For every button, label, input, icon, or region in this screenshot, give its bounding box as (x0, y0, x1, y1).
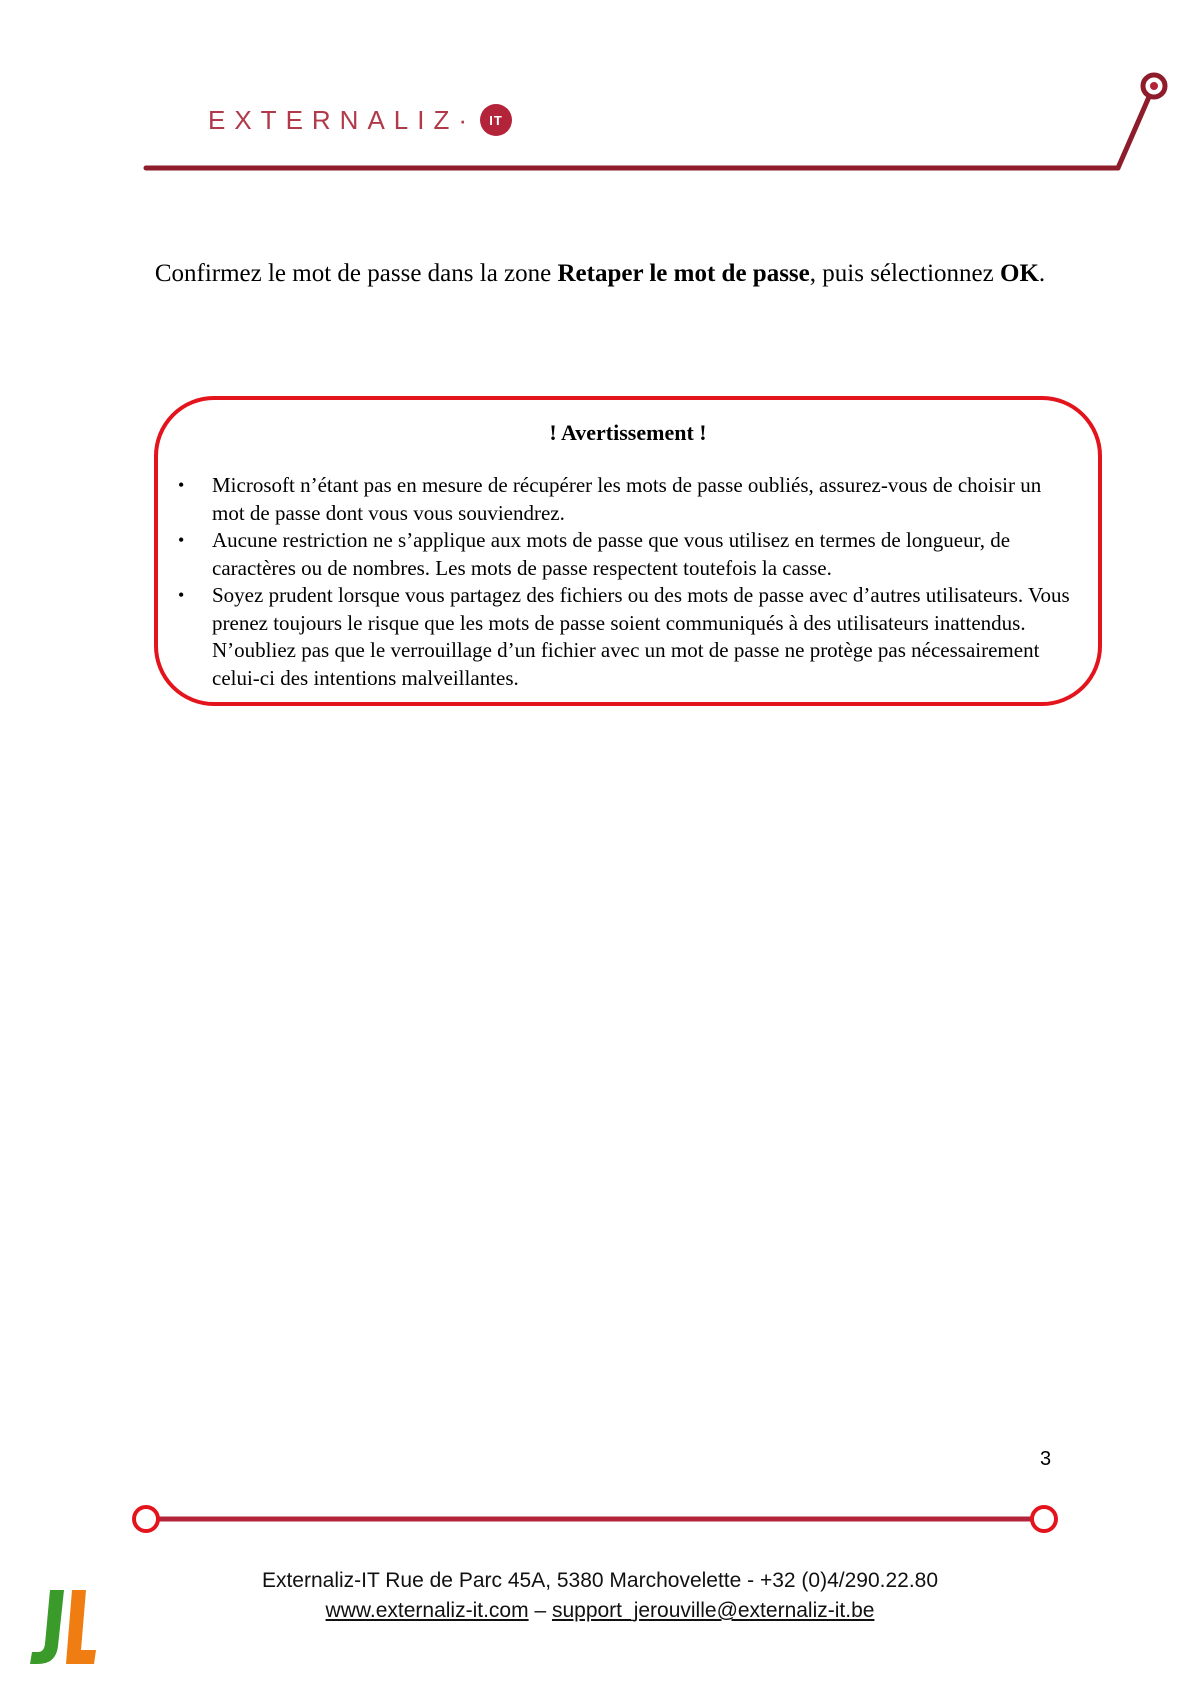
intro-paragraph (150, 258, 1050, 290)
company-logo (208, 100, 512, 140)
intro-text-2: , puis sélectionnez (809, 260, 1000, 287)
email-link[interactable]: support_jerouville@externaliz-it.be (551, 1599, 875, 1622)
header-rule (0, 0, 1190, 200)
bullet-icon: • (178, 475, 185, 495)
list-item (178, 527, 1072, 582)
list-item (178, 582, 1072, 692)
intro-bold-retype: Retaper le mot de passe (557, 260, 810, 287)
intro-text-1: Confirmez le mot de passe dans la zone (154, 260, 558, 287)
intro-bold-ok: OK (1000, 260, 1039, 287)
jl-logo-icon (28, 1588, 98, 1668)
website-link[interactable]: www.externaliz-it.com (325, 1599, 529, 1622)
intro-text-3: . (1038, 260, 1046, 287)
list-item (178, 472, 1072, 527)
logo-badge: IT (480, 104, 512, 136)
footer-separator: – (528, 1599, 552, 1622)
bullet-icon: • (178, 585, 185, 605)
list-item-text: Aucune restriction ne s’applique aux mots de passe que vous utilisez en termes de longueur, de caractères ou de nombres. Les mots de passe respectent toutefois la casse. (212, 528, 1011, 580)
page-number: 3 (1040, 1448, 1052, 1470)
list-item-text: Soyez prudent lorsque vous partagez des fichiers ou des mots de passe avec d’autres utilisateurs. Vous prenez toujours le risque que les mots de passe soient communiqués à des utilisateurs inattendus. N’oubliez pas que le verrouillage d’un fichier avec un mot de passe ne protège pas nécessairement celui-ci des intentions malveillantes. (212, 583, 1070, 690)
list-item-text: Microsoft n’étant pas en mesure de récupérer les mots de passe oubliés, assurez-vous de choisir un mot de passe dont vous vous souviendrez. (212, 473, 1042, 525)
warning-title: ! Avertissement ! (549, 420, 707, 445)
warning-box (154, 396, 1102, 706)
footer-links (200, 1596, 1000, 1626)
warning-list (178, 472, 1072, 692)
footer-address: Externaliz-IT Rue de Parc 45A, 5380 Marchovelette - +32 (0)4/290.22.80 (261, 1569, 939, 1592)
bullet-icon: • (178, 530, 185, 550)
logo-wordmark: EXTERNALIZ· (208, 105, 477, 135)
